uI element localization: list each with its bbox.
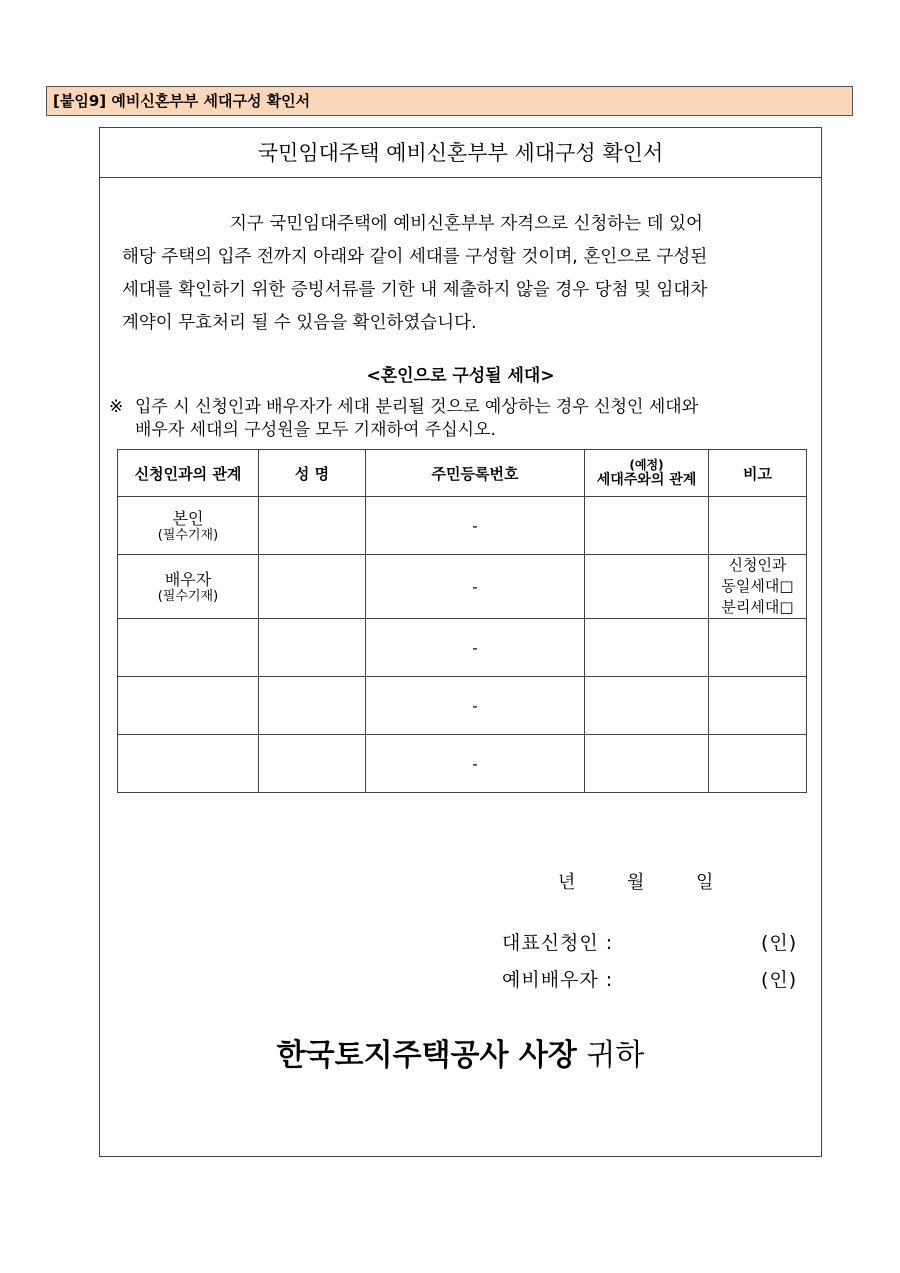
form-title: 국민임대주택 예비신혼부부 세대구성 확인서 (100, 128, 821, 178)
note-cell[interactable] (709, 735, 807, 793)
recipient-suffix: 귀하 (576, 1038, 645, 1073)
name-cell[interactable] (259, 677, 366, 735)
table-row (118, 497, 807, 555)
name-cell[interactable] (259, 497, 366, 555)
household-members-table (117, 449, 807, 793)
name-cell[interactable] (259, 555, 366, 619)
rrn-cell[interactable]: - (366, 555, 585, 619)
name-cell[interactable] (259, 619, 366, 677)
notice (109, 396, 809, 442)
note-cell (709, 555, 807, 619)
header-rrn: 주민등록번호 (366, 450, 585, 497)
head-relation-cell[interactable] (585, 735, 709, 793)
intro-line: 계약이 무효처리 될 수 있음을 확인하였습니다. (122, 313, 477, 333)
relation-cell: 배우자 (필수기재) (118, 555, 259, 619)
header-head-relation: (예정) 세대주와의 관계 (585, 450, 709, 497)
head-relation-cell[interactable] (585, 497, 709, 555)
applicant-seal[interactable]: (인) (761, 932, 798, 954)
date-line (558, 868, 738, 894)
intro-line: 지구 국민임대주택에 예비신혼부부 자격으로 신청하는 데 있어 (230, 214, 703, 234)
note-text: 신청인과 (728, 556, 787, 574)
note-cell[interactable] (709, 497, 807, 555)
rrn-cell[interactable]: - (366, 497, 585, 555)
attachment-header (46, 86, 853, 116)
rrn-cell[interactable]: - (366, 677, 585, 735)
relation-cell: 본인 (필수기재) (118, 497, 259, 555)
rrn-cell[interactable]: - (366, 735, 585, 793)
relation-cell[interactable] (118, 677, 259, 735)
date-month[interactable]: 월 (627, 872, 645, 893)
applicant-label: 대표신청인 : (502, 932, 614, 954)
notice-line: 입주 시 신청인과 배우자가 세대 분리될 것으로 예상하는 경우 신청인 세대와 (135, 397, 699, 417)
attachment-label: [붙임9] 예비신혼부부 세대구성 확인서 (53, 92, 311, 110)
date-year[interactable]: 년 (558, 872, 576, 893)
table-row (118, 619, 807, 677)
head-relation-cell[interactable] (585, 677, 709, 735)
separate-household-checkbox[interactable]: 분리세대□ (721, 598, 794, 616)
head-relation-cell[interactable] (585, 619, 709, 677)
table-row (118, 677, 807, 735)
table-header-row (118, 450, 807, 497)
intro-paragraph (122, 208, 808, 340)
rrn-cell[interactable]: - (366, 619, 585, 677)
notice-mark-icon: ※ (109, 397, 124, 417)
note-cell[interactable] (709, 677, 807, 735)
recipient-org: 한국토지주택공사 사장 (276, 1038, 577, 1073)
table-row (118, 735, 807, 793)
header-note: 비고 (709, 450, 807, 497)
notice-line: 배우자 세대의 구성원을 모두 기재하여 주십시오. (135, 420, 496, 440)
section-title: <혼인으로 구성될 세대> (366, 366, 555, 386)
relation-cell[interactable] (118, 735, 259, 793)
table-row (118, 555, 807, 619)
intro-line: 해당 주택의 입주 전까지 아래와 같이 세대를 구성할 것이며, 혼인으로 구성된 (122, 247, 708, 267)
recipient-line (100, 1030, 821, 1074)
confirmation-form (99, 127, 822, 1157)
header-relation: 신청인과의 관계 (118, 450, 259, 497)
relation-cell[interactable] (118, 619, 259, 677)
intro-line: 세대를 확인하기 위한 증빙서류를 기한 내 제출하지 않을 경우 당첨 및 임대차 (122, 280, 708, 300)
header-name: 성 명 (259, 450, 366, 497)
date-day[interactable]: 일 (696, 872, 714, 893)
note-cell[interactable] (709, 619, 807, 677)
same-household-checkbox[interactable]: 동일세대□ (721, 577, 794, 595)
name-cell[interactable] (259, 735, 366, 793)
spouse-seal[interactable]: (인) (761, 969, 798, 991)
spouse-label: 예비배우자 : (502, 969, 614, 991)
head-relation-cell[interactable] (585, 555, 709, 619)
